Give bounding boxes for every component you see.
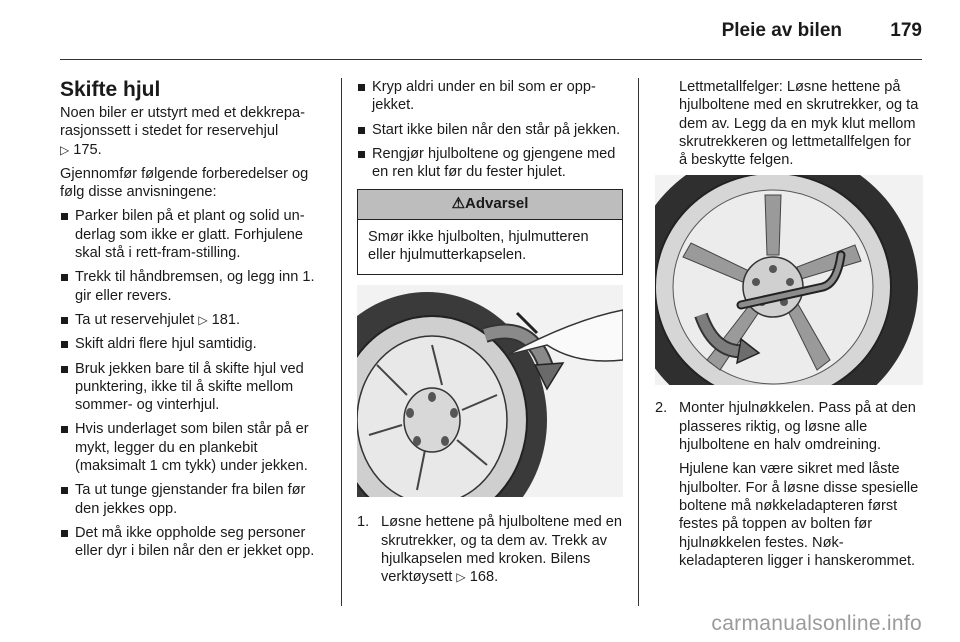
header-rule [60,59,922,60]
wheel-wrench-illustration [655,175,923,385]
step-item: 1. Løsne hettene på hjulboltene med en skrutrekker, og ta dem av. Trekk av hjulkapselen med kroken. Bilens verktøysett ▷ 168. [357,514,622,586]
list-item: Hvis underlaget som bilen står på er mykt, legger du en plankebit (maksimalt 1 cm tykk) under jekken. [60,420,328,475]
page-title: Pleie av bilen [721,20,842,41]
column-3 [655,78,923,576]
warning-title: Advarsel [465,195,529,213]
crossref-link[interactable]: 175. [73,141,102,158]
preparation-list [60,207,328,560]
safety-list [357,78,623,181]
column-divider-1 [341,78,342,606]
list-item: Kryp aldri under en bil som er oppjekket. [357,78,623,115]
step-note: Hjulene kan være sikret med låste hjulbolter. For å løsne disse spesielle boltene må nøkkeladapteren først festes på toppen av bolten før hjulnøkkelen festes. Nøkkeladapteren ligger i hanskerommet. [679,461,919,569]
crossref-link[interactable]: 168. [469,569,499,586]
column-2 [357,78,623,593]
crossref-arrow-icon: ▷ [456,570,466,585]
list-item: Skift aldri flere hjul samtidig. [60,335,328,353]
step-number: 2. [655,400,668,417]
list-item: Ta ut tunge gjenstander fra bilen før den jekkes opp. [60,481,328,518]
watermark: carmanualsonline.info [711,612,922,635]
hubcap-removal-illustration [357,285,623,497]
warning-icon: ⚠ [451,195,466,213]
alloy-rim-paragraph: Lettmetallfelger: Løsne hettene på hjulboltene med en skrutrekker, og ta dem av. Legg da en myk klut mellom skrutrekkeren og lettmetallfelgen for å beskytte felgen. [679,79,919,169]
list-item: Start ikke bilen når den står på jekken. [357,121,623,139]
column-1 [60,78,328,567]
list-item: Rengjør hjulboltene og gjengene med en ren klut før du fester hjulet. [357,145,623,182]
steps-list [357,513,623,586]
warning-header [358,190,622,219]
list-item: Parker bilen på et plant og solid underlag som ikke er glatt. Forhjulene skal stå i rett-fram-stilling. [60,207,328,262]
step-item: 2. Monter hjulnøkkelen. Pass på at den plasseres riktig, og løsne alle hjulboltene en halv omdreining. Hjulene kan være sikret med låste hjulbolter. For å løsne disse spesielle boltene må nøkkeladapteren først festes på toppen av bolten før hjulnøkkelen festes. Nøkkeladapteren ligger i hanskerommet. [655,399,923,570]
list-item: Bruk jekken bare til å skifte hjul ved punktering, ikke til å skifte mellom sommer- og vinterhjul. [60,360,328,415]
page-number: 179 [890,20,922,41]
step-number: 1. [357,514,370,531]
page-header [0,0,960,60]
preparation-paragraph: Gjennomfør følgende forberedelser og følg disse anvisningene: [60,165,309,201]
steps-list [655,399,923,570]
list-item: Trekk til håndbremsen, og legg inn 1. gir eller revers. [60,268,328,305]
warning-box [357,189,623,275]
crossref-arrow-icon: ▷ [198,312,208,327]
warning-text: Smør ikke hjulbolten, hjulmutteren eller hjulmutterkapselen. [368,228,589,264]
crossref-link[interactable]: 181. [211,311,241,328]
crossref-arrow-icon: ▷ [60,142,70,157]
column-divider-2 [638,78,639,606]
list-item: Det må ikke oppholde seg personer eller dyr i bilen når den er jekket opp. [60,524,328,561]
section-heading: Skifte hjul [60,78,161,101]
intro-paragraph: Noen biler er utstyrt med et dekkreparasjonssett i stedet for reservehjul ▷ 175. [60,105,305,158]
list-item: Ta ut reservehjulet ▷ 181. [60,311,328,329]
